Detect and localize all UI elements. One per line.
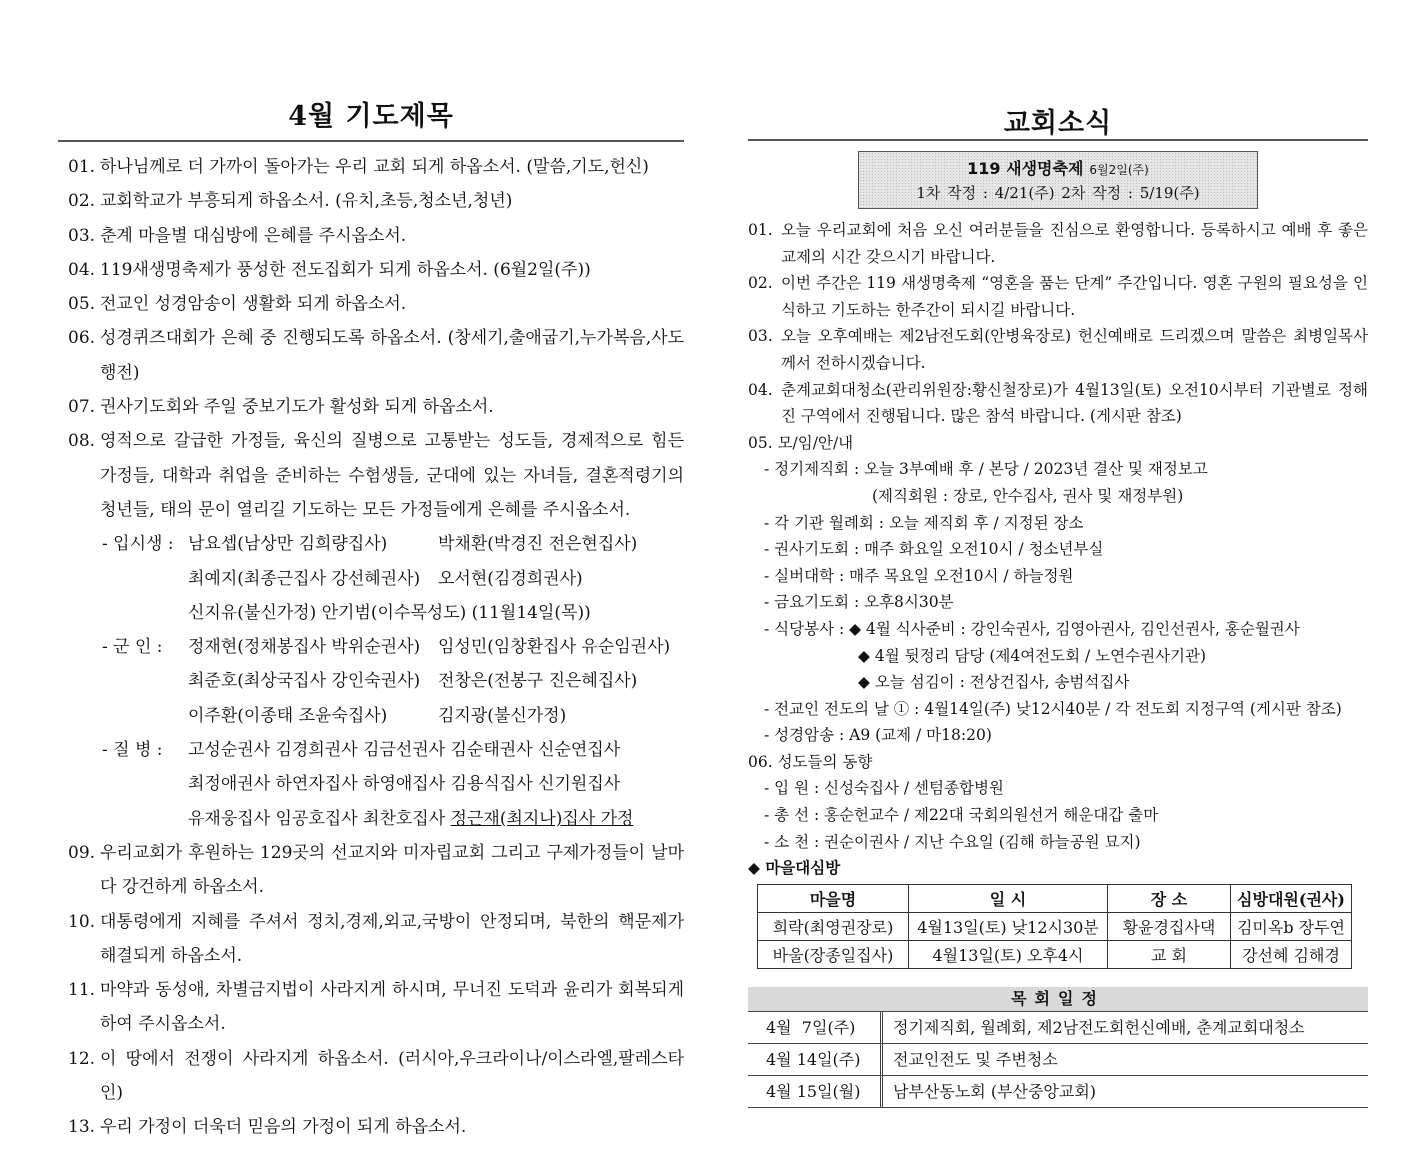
item-text: 성경퀴즈대회가 은혜 중 진행되도록 하옵소서. (창세기,출애굽기,누가복음,사도행전) — [100, 328, 684, 383]
schedule-event: 남부산동노회 (부산중앙교회) — [893, 1081, 1097, 1101]
table-cell: 교 회 — [1108, 940, 1231, 968]
member-line: - 총 선 : 홍순헌교수 / 제22대 국회의원선거 해운대갑 출마 — [764, 806, 1159, 825]
name-entry: 오서현(김경희권사) — [438, 568, 583, 589]
item-number: 03. — [68, 225, 96, 246]
item-text: 이 땅에서 전쟁이 사라지게 하옵소서. (러시아,우크라이나/이스라엘,팔레스타인) — [100, 1048, 684, 1104]
name-entry: 최준호(최상국집사 강인숙권사) — [188, 671, 421, 692]
list-item — [58, 219, 684, 253]
item-text: 교회학교가 부흥되게 하옵소서. (유치,초등,청소년,청년) — [100, 191, 513, 212]
item-text: 우리 가정이 더욱더 믿음의 가정이 되게 하옵소서. — [100, 1117, 467, 1138]
news-list — [748, 217, 1368, 882]
item-text: 119새생명축제가 풍성한 전도집회가 되게 하옵소서. (6월2일(주)) — [100, 259, 591, 280]
name-entry: 김지광(불신가정) — [438, 705, 567, 726]
item-number: 03. — [748, 327, 773, 346]
column-header: 마을명 — [758, 884, 909, 912]
column-header: 일 시 — [909, 884, 1108, 912]
list-item — [58, 150, 684, 184]
list-item — [58, 321, 684, 390]
item-number: 02. — [68, 191, 96, 212]
name-text: 유재웅집사 임공호집사 최찬호집사 — [188, 808, 451, 829]
table-header-row — [758, 884, 1352, 912]
illness-group — [58, 733, 684, 836]
meeting-line: - 정기제직회 : 오늘 3부예배 후 / 본당 / 2023년 결산 및 재정보고 — [764, 460, 1208, 479]
prayer-list — [58, 150, 684, 1145]
group-label: - 입시생 : — [102, 534, 174, 555]
table-cell: 4월13일(토) 오후4시 — [909, 940, 1108, 968]
meeting-line: - 각 기관 월례회 : 오늘 제직회 후 / 지정된 장소 — [764, 513, 1084, 532]
village-visit-table — [757, 884, 1352, 969]
column-header: 장 소 — [1108, 884, 1231, 912]
item-text: 이번 주간은 119 새생명축제 “영혼을 품는 단계” 주간입니다. 영혼 구원의 필요성을 인식하고 기도하는 한주간이 되시길 바랍니다. — [781, 274, 1368, 319]
table-cell: 바울(장종일집사) — [758, 940, 909, 968]
schedule-row — [748, 1012, 1368, 1044]
news-section — [748, 0, 1368, 1108]
list-item — [58, 287, 684, 321]
item-text: 춘계 마을별 대심방에 은혜를 주시옵소서. — [100, 225, 407, 246]
name-entry: 전창은(전봉구 진은혜집사) — [438, 671, 638, 692]
group-label: - 군 인 : — [102, 637, 163, 658]
group-label: - 질 병 : — [102, 740, 163, 761]
item-text: 마약과 동성애, 차별금지법이 사라지게 하시며, 무너진 도덕과 윤리가 회복되게 하여 주시옵소서. — [100, 980, 684, 1035]
item-text: 대통령에게 지혜를 주셔서 정치,경제,외교,국방이 안정되며, 북한의 핵문제가 해결되게 하옵소서. — [100, 911, 684, 966]
meeting-line: (제직회원 : 장로, 안수집사, 권사 및 재정부원) — [872, 486, 1184, 505]
festival-title-line — [859, 156, 1257, 179]
list-item — [58, 184, 684, 218]
festival-pledges: 1차 작정 : 4/21(주) 2차 작정 : 5/19(주) — [916, 184, 1200, 202]
schedule-event: 정기제직회, 월례회, 제2남전도회헌신예배, 춘계교회대청소 — [893, 1017, 1305, 1037]
item-number: 12. — [68, 1048, 96, 1069]
name-entry: 남요셉(남상만 김희량집사) — [188, 534, 388, 555]
member-line: - 소 천 : 권순이권사 / 지난 수요일 (김해 하늘공원 묘지) — [764, 832, 1141, 851]
table-cell: 4월13일(토) 낮12시30분 — [909, 912, 1108, 940]
meeting-line: - 금요기도회 : 오후8시30분 — [764, 593, 954, 612]
item-number: 04. — [748, 380, 773, 399]
item-number: 13. — [68, 1117, 96, 1138]
item-number: 01. — [68, 157, 96, 177]
table-cell: 황윤경집사댁 — [1108, 912, 1231, 940]
prayer-title: 4월 기도제목 — [58, 0, 684, 142]
list-item — [748, 323, 1368, 376]
item-text: 권사기도회와 주일 중보기도가 활성화 되게 하옵소서. — [100, 397, 494, 418]
name-entry — [188, 802, 688, 836]
schedule-date: 4월 15일(월) — [748, 1076, 883, 1107]
table-cell: 강선혜 김해경 — [1231, 940, 1352, 968]
name-entry: 이주환(이종태 조윤숙집사) — [188, 705, 388, 726]
soldiers-group — [58, 630, 684, 733]
schedule-event: 전교인전도 및 주변청소 — [893, 1049, 1058, 1069]
news-title: 교회소식 — [748, 0, 1368, 141]
item-number: 10. — [68, 911, 96, 932]
list-item — [58, 390, 684, 424]
meeting-line: - 식당봉사 : ◆ 4월 식사준비 : 강인숙권사, 김영아권사, 김인선권사, 홍순월권사 — [764, 619, 1300, 638]
schedule-date: 4월 14일(주) — [748, 1044, 883, 1075]
schedule-row — [748, 1044, 1368, 1076]
exam-students-group — [58, 527, 684, 630]
festival-box — [858, 151, 1258, 209]
item-text: 춘계교회대청소(관리위원장:황신철장로)가 4월13일(토) 오전10시부터 기관별로 정해진 구역에서 진행됩니다. 많은 참석 바랍니다. (게시판 참조) — [781, 380, 1368, 426]
underlined-name: 정근재(최지나)집사 가정 — [450, 808, 634, 829]
item-number: 08. — [68, 431, 96, 452]
member-line: - 입 원 : 신성숙집사 / 센텀종합병원 — [764, 779, 1004, 798]
name-entry: 최정애권사 하연자집사 하영애집사 김용식집사 신기원집사 — [188, 774, 621, 795]
festival-date: 6월2일(주) — [1089, 163, 1149, 177]
list-item — [748, 270, 1368, 323]
prayer-section — [58, 0, 684, 1145]
meeting-line: - 실버대학 : 매주 목요일 오전10시 / 하늘정원 — [764, 566, 1074, 585]
meeting-line: - 권사기도회 : 매주 화요일 오전10시 / 청소년부실 — [764, 540, 1104, 559]
meeting-line: ◆ 오늘 섬김이 : 전상건집사, 송범석집사 — [858, 673, 1130, 692]
item-text: 영적으로 갈급한 가정들, 육신의 질병으로 고통받는 성도들, 경제적으로 힘든 가정들, 대학과 취업을 준비하는 수험생들, 군대에 있는 자녀들, 결혼적령기의 청년들, 태의 문이 열리길 기도하는 모든 가정들에게 은혜를 주시옵소서. — [100, 431, 684, 520]
members-heading: 06. 성도들의 동향 — [748, 752, 873, 771]
item-number: 04. — [68, 259, 96, 280]
name-entry: 신지유(불신가정) 안기범(이수목성도) (11월14일(목)) — [188, 602, 591, 623]
schedule-row — [748, 1076, 1368, 1108]
item-number: 05. — [68, 294, 96, 315]
list-item — [58, 253, 684, 287]
item-number: 06. — [68, 328, 96, 349]
village-visit-heading: ◆ 마을대심방 — [748, 858, 841, 878]
list-item — [58, 424, 684, 527]
list-item — [748, 377, 1368, 430]
list-item — [58, 836, 684, 905]
item-text: 하나님께로 더 가까이 돌아가는 우리 교회 되게 하옵소서. (말씀,기도,헌신) — [100, 157, 649, 177]
item-number: 01. — [748, 221, 773, 239]
item-text: 우리교회가 후원하는 129곳의 선교지와 미자립교회 그리고 구제가정들이 날마다 강건하게 하옵소서. — [100, 842, 684, 898]
list-item — [58, 1042, 684, 1111]
table-cell: 희락(최영권장로) — [758, 912, 909, 940]
list-item — [58, 973, 684, 1042]
name-entry: 박채환(박경진 전은현집사) — [438, 534, 638, 555]
name-entry: 최예지(최종근집사 강선혜권사) — [188, 568, 421, 589]
festival-title: 119 새생명축제 — [967, 159, 1084, 178]
column-header: 심방대원(권사) — [1231, 884, 1352, 912]
schedule-title: 목회일정 — [748, 987, 1368, 1012]
table-row — [758, 912, 1352, 940]
meeting-line: - 전교인 전도의 날 ① : 4월14일(주) 낮12시40분 / 각 전도회 지정구역 (게시판 참조) — [764, 699, 1342, 718]
name-entry: 임성민(임창환집사 유순임권사) — [438, 637, 671, 658]
table-cell: 김미옥b 장두연 — [1231, 912, 1352, 940]
item-text: 오늘 우리교회에 처음 오신 여러분들을 진심으로 환영합니다. 등록하시고 예배 후 좋은교제의 시간 갖으시기 바랍니다. — [781, 221, 1368, 266]
pastoral-schedule — [748, 987, 1368, 1108]
meeting-line: ◆ 4월 뒷정리 담당 (제4여전도회 / 노연수권사기관) — [858, 646, 1207, 665]
meetings-heading: 05. 모/임/안/내 — [748, 433, 854, 452]
item-text: 오늘 오후예배는 제2남전도회(안병육장로) 헌신예배로 드리겠으며 말씀은 최병일목사께서 전하시겠습니다. — [781, 327, 1368, 372]
meeting-line: - 성경암송 : A9 (교제 / 마18:20) — [764, 726, 992, 745]
item-text: 전교인 성경암송이 생활화 되게 하옵소서. — [100, 294, 407, 315]
list-item — [58, 1110, 684, 1144]
list-item — [58, 905, 684, 974]
item-number: 07. — [68, 397, 96, 418]
item-number: 11. — [68, 980, 96, 1001]
item-number: 02. — [748, 274, 773, 293]
schedule-date: 4월 7일(주) — [748, 1012, 883, 1043]
name-entry: 정재현(정채봉집사 박위순권사) — [188, 637, 421, 658]
list-item — [748, 217, 1368, 270]
table-row — [758, 940, 1352, 968]
item-number: 09. — [68, 842, 96, 863]
name-entry: 고성순권사 김경희권사 김금선권사 김순태권사 신순연집사 — [188, 740, 621, 761]
